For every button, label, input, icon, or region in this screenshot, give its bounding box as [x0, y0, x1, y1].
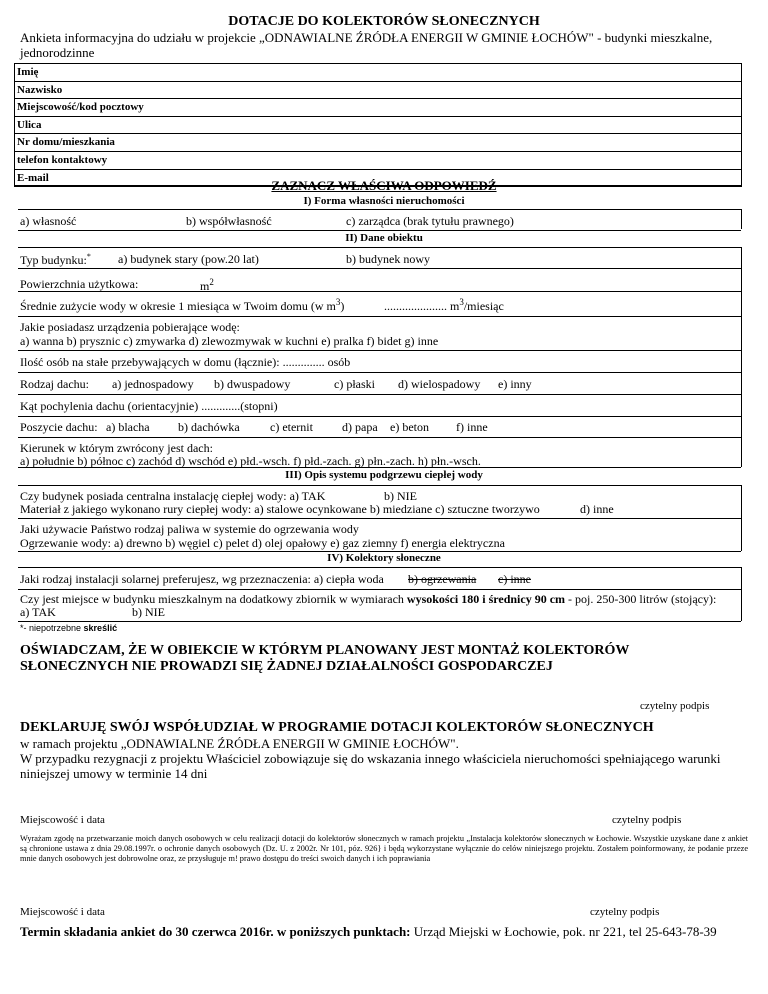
- ownership-option-a[interactable]: a) własność: [20, 214, 77, 228]
- fuel-options[interactable]: Ogrzewanie wody: a) drewno b) węgiel c) pelet d) olej opałowy e) gaz ziemny f) energia elektryczna: [20, 536, 505, 550]
- devices-question: Jakie posiadasz urządzenia pobierające wodę:: [20, 320, 240, 334]
- roof-direction-options[interactable]: a) południe b) północ c) zachód d) wschód e) płd.-wsch. f) płd.-zach. g) płn.-zach. h) płn.-wsch.: [20, 454, 481, 468]
- roof-angle-field[interactable]: Kąt pochylenia dachu (orientacyjnie) .............(stopni): [20, 399, 278, 413]
- footnote: *- niepotrzebne skreślić: [20, 623, 118, 633]
- divider: [18, 372, 741, 373]
- roof-type-e[interactable]: e) inny: [498, 377, 532, 391]
- water-usage-field[interactable]: ..................... $m^3$/miesiąc: [384, 297, 504, 313]
- solar-install-heating[interactable]: b) ogrzewania: [408, 572, 477, 586]
- section-1-title: I) Forma własności nieruchomości: [303, 195, 465, 207]
- divider: [18, 291, 741, 292]
- ownership-option-b[interactable]: b) współwłasność: [186, 214, 272, 228]
- form-intro: Ankieta informacyjna do udziału w projekcie „ODNAWIALNE ŹRÓDŁA ENERGII W GMINIE ŁOCHÓW" - budynki mieszkalne, jednorodzinne: [20, 30, 713, 60]
- signature-label-1: czytelny podpis: [640, 700, 710, 712]
- building-type-old[interactable]: a) budynek stary (pow.20 lat): [118, 252, 259, 266]
- footnote-star: *: [86, 252, 91, 261]
- pipe-material-other[interactable]: d) inne: [580, 502, 614, 516]
- form-title: DOTACJE DO KOLEKTORÓW SŁONECZNYCH: [228, 14, 540, 29]
- divider: [18, 247, 741, 248]
- field-email[interactable]: E-mail: [14, 170, 742, 188]
- section-3-title: III) Opis systemu podgrzewu ciepłej wody: [285, 469, 483, 481]
- roof-cover-d[interactable]: d) papa: [342, 420, 378, 434]
- divider: [18, 589, 741, 590]
- border: [741, 209, 742, 229]
- field-first-name[interactable]: Imię: [14, 64, 742, 82]
- roof-type-b[interactable]: b) dwuspadowy: [214, 377, 291, 391]
- border: [741, 247, 742, 467]
- roof-cover-a[interactable]: a) blacha: [106, 420, 150, 434]
- field-house-number[interactable]: Nr domu/mieszkania: [14, 134, 742, 152]
- field-phone[interactable]: telefon kontaktowy: [14, 152, 742, 170]
- personal-data-table: [14, 63, 742, 187]
- tank-no[interactable]: b) NIE: [132, 605, 165, 619]
- divider: [18, 394, 741, 395]
- pipe-material-options[interactable]: Materiał z jakiego wykonano rury ciepłej wody: a) stalowe ocynkowane b) miedziane c) sztuczne tworzywo: [20, 502, 540, 516]
- field-last-name[interactable]: Nazwisko: [14, 82, 742, 100]
- divider: [18, 416, 741, 417]
- section-4-title: IV) Kolektory słoneczne: [327, 552, 441, 564]
- signature-label-3: czytelny podpis: [590, 906, 660, 918]
- devices-options[interactable]: a) wanna b) prysznic c) zmywarka d) zlewozmywak w kuchni e) pralka f) bidet g) inne: [20, 334, 439, 348]
- roof-cover-f[interactable]: f) inne: [456, 420, 488, 434]
- divider: [18, 437, 741, 438]
- area-unit: $m^2$: [200, 277, 214, 293]
- roof-cover-label: Poszycie dachu:: [20, 420, 98, 434]
- submission-deadline: Termin składania ankiet do 30 czerwca 2016r. w poniższych punktach: Urząd Miejski w Łochowie, pok. nr 221, tel 25-643-78-39: [20, 924, 717, 939]
- roof-type-a[interactable]: a) jednospadowy: [112, 377, 194, 391]
- tank-yes[interactable]: a) TAK: [20, 605, 56, 619]
- divider: [18, 518, 741, 519]
- roof-cover-c[interactable]: c) eternit: [270, 420, 313, 434]
- building-type-label: Typ budynku:*: [20, 252, 91, 267]
- fuel-question: Jaki używacie Państwo rodzaj paliwa w systemie do ogrzewania wody: [20, 522, 359, 536]
- participation-declaration: DEKLARUJĘ SWÓJ WSPÓŁUDZIAŁ W PROGRAMIE DOTACJI KOLEKTORÓW SŁONECZNYCH: [20, 720, 654, 735]
- data-processing-consent: Wyrażam zgodę na przetwarzanie moich danych osobowych w celu realizacji dotacji do kolektorów słonecznych w ramach projektu „Instalacja kolektorów słonecznych w Łochowie. Wszystkie uzyskane dane z ankiet są chronione ustawa z dnia 29.08.1997r. o ochronie danych osobowych (Dz. U. z 2002r. Nr 101, póz. 926} i będą wykorzystane wyłącznie do celów niniejszego projektu. Zostałem poinformowany, że podanie przeze mnie danych osobowych jest dobrowolne oraz, ze przysługuje m! prawo dostępu do treści swoich danych i ich poprawiania: [20, 834, 748, 863]
- roof-type-label: Rodzaj dachu:: [20, 377, 89, 391]
- tank-question: Czy jest miejsce w budynku mieszkalnym na dodatkowy zbiornik w wymiarach wysokości 180 i średnicy 90 cm - poj. 250-300 litrów (stojący):: [20, 592, 717, 606]
- section-2-title: II) Dane obiektu: [345, 232, 423, 244]
- roof-cover-b[interactable]: b) dachówka: [178, 420, 240, 434]
- mark-answer-header: ZAZNACZ WŁAŚCIWA ODPOWIEDŹ: [271, 178, 497, 193]
- persons-field[interactable]: Ilość osób na stałe przebywających w domu (łącznie): .............. osób: [20, 355, 351, 369]
- building-type-new[interactable]: b) budynek nowy: [346, 252, 430, 266]
- solar-install-other[interactable]: c) inne: [498, 572, 531, 586]
- divider: [18, 316, 741, 317]
- solar-install-question: Jaki rodzaj instalacji solarnej preferujesz, wg przeznaczenia: a) ciepła woda: [20, 572, 384, 586]
- roof-direction-question: Kierunek w którym zwrócony jest dach:: [20, 441, 213, 455]
- field-street[interactable]: Ulica: [14, 117, 742, 135]
- border: [741, 567, 742, 621]
- divider: [18, 268, 741, 269]
- border: [741, 485, 742, 551]
- participation-resignation-text: W przypadku rezygnacji z projektu Właściciel zobowiązuje się do wskazania innego właściciela nieruchomości spełniającego warunki niniejszej umowy w terminie 14 dni: [20, 751, 721, 781]
- central-hot-water-no[interactable]: b) NIE: [384, 489, 417, 503]
- signature-label-2: czytelny podpis: [612, 814, 682, 826]
- roof-cover-e[interactable]: e) beton: [390, 420, 429, 434]
- area-label: Powierzchnia użytkowa:: [20, 277, 139, 291]
- water-usage-label: Średnie zużycie wody w okresie 1 miesiąca w Twoim domu (w $m^3$): [20, 297, 345, 313]
- no-business-declaration: OŚWIADCZAM, ŻE W OBIEKCIE W KTÓRYM PLANOWANY JEST MONTAŻ KOLEKTORÓW SŁONECZNYCH NIE PROWADZI SIĘ ŻADNEJ DZIAŁALNOŚCI GOSPODARCZEJ: [20, 643, 630, 674]
- central-hot-water-question: Czy budynek posiada centralna instalację ciepłej wody: a) TAK: [20, 489, 326, 503]
- divider: [18, 567, 741, 568]
- place-date-label-1: Miejscowość i data: [20, 814, 105, 826]
- divider: [18, 485, 741, 486]
- field-city-postcode[interactable]: Miejscowość/kod pocztowy: [14, 99, 742, 117]
- participation-project-line: w ramach projektu „ODNAWIALNE ŹRÓDŁA ENERGII W GMINIE ŁOCHÓW".: [20, 736, 459, 751]
- divider: [18, 350, 741, 351]
- place-date-label-2: Miejscowość i data: [20, 906, 105, 918]
- divider: [18, 209, 741, 210]
- divider: [18, 621, 741, 622]
- roof-type-c[interactable]: c) płaski: [334, 377, 375, 391]
- divider: [18, 230, 741, 231]
- ownership-option-c[interactable]: c) zarządca (brak tytułu prawnego): [346, 214, 514, 228]
- divider: [18, 467, 741, 468]
- roof-type-d[interactable]: d) wielospadowy: [398, 377, 481, 391]
